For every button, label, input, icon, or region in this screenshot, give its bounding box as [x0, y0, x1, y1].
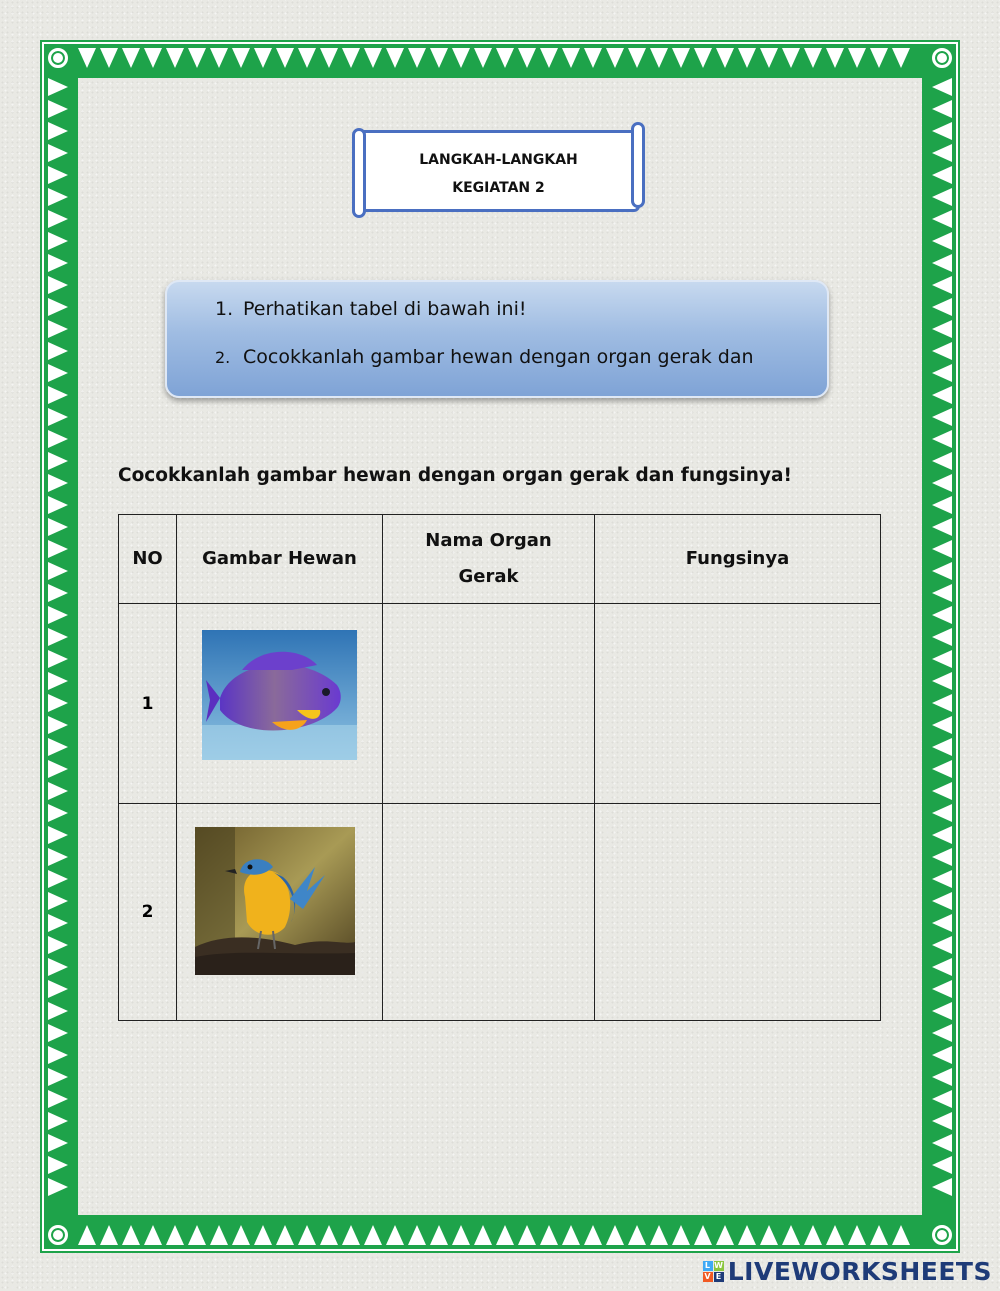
header-no: NO	[119, 515, 177, 604]
step-number: 1.	[215, 298, 234, 320]
title-banner	[357, 130, 640, 212]
liveworksheets-watermark	[703, 1257, 992, 1286]
header-nama-organ-gerak	[383, 515, 595, 604]
organ-answer-cell[interactable]	[383, 804, 595, 1021]
liveworksheets-logo: L W V E	[704, 1261, 724, 1281]
animal-image-cell	[177, 604, 383, 804]
border-corner-dot	[48, 48, 68, 68]
function-answer-cell[interactable]	[595, 804, 881, 1021]
row-number: 2	[119, 804, 177, 1021]
border-corner-dot	[48, 1225, 68, 1245]
matching-table	[118, 514, 881, 1021]
step-item	[215, 298, 526, 320]
step-number: 2.	[215, 348, 231, 367]
header-organ-line-2: Gerak	[458, 566, 519, 587]
border-corner-dot	[932, 48, 952, 68]
page-title	[360, 146, 637, 202]
title-line-1: LANGKAH-LANGKAH	[419, 152, 578, 168]
header-organ-line-1: Nama Organ	[425, 530, 552, 551]
border-corner-dot	[932, 1225, 952, 1245]
row-number: 1	[119, 604, 177, 804]
instruction-text: Cocokkanlah gambar hewan dengan organ gerak dan fungsinya!	[118, 465, 792, 486]
header-fungsinya: Fungsinya	[595, 515, 881, 604]
table-header-row	[119, 515, 881, 604]
header-gambar-hewan: Gambar Hewan	[177, 515, 383, 604]
step-text: Perhatikan tabel di bawah ini!	[243, 298, 527, 320]
steps-panel	[165, 280, 829, 398]
step-text: Cocokkanlah gambar hewan dengan organ gerak dan	[243, 346, 754, 368]
animal-image-cell	[177, 804, 383, 1021]
table-row	[119, 804, 881, 1021]
title-line-2: KEGIATAN 2	[452, 180, 545, 196]
table-row	[119, 604, 881, 804]
bird-image	[195, 827, 355, 975]
function-answer-cell[interactable]	[595, 604, 881, 804]
organ-answer-cell[interactable]	[383, 604, 595, 804]
watermark-text: LIVEWORKSHEETS	[727, 1257, 992, 1286]
fish-image	[202, 630, 357, 760]
step-item	[215, 346, 754, 368]
